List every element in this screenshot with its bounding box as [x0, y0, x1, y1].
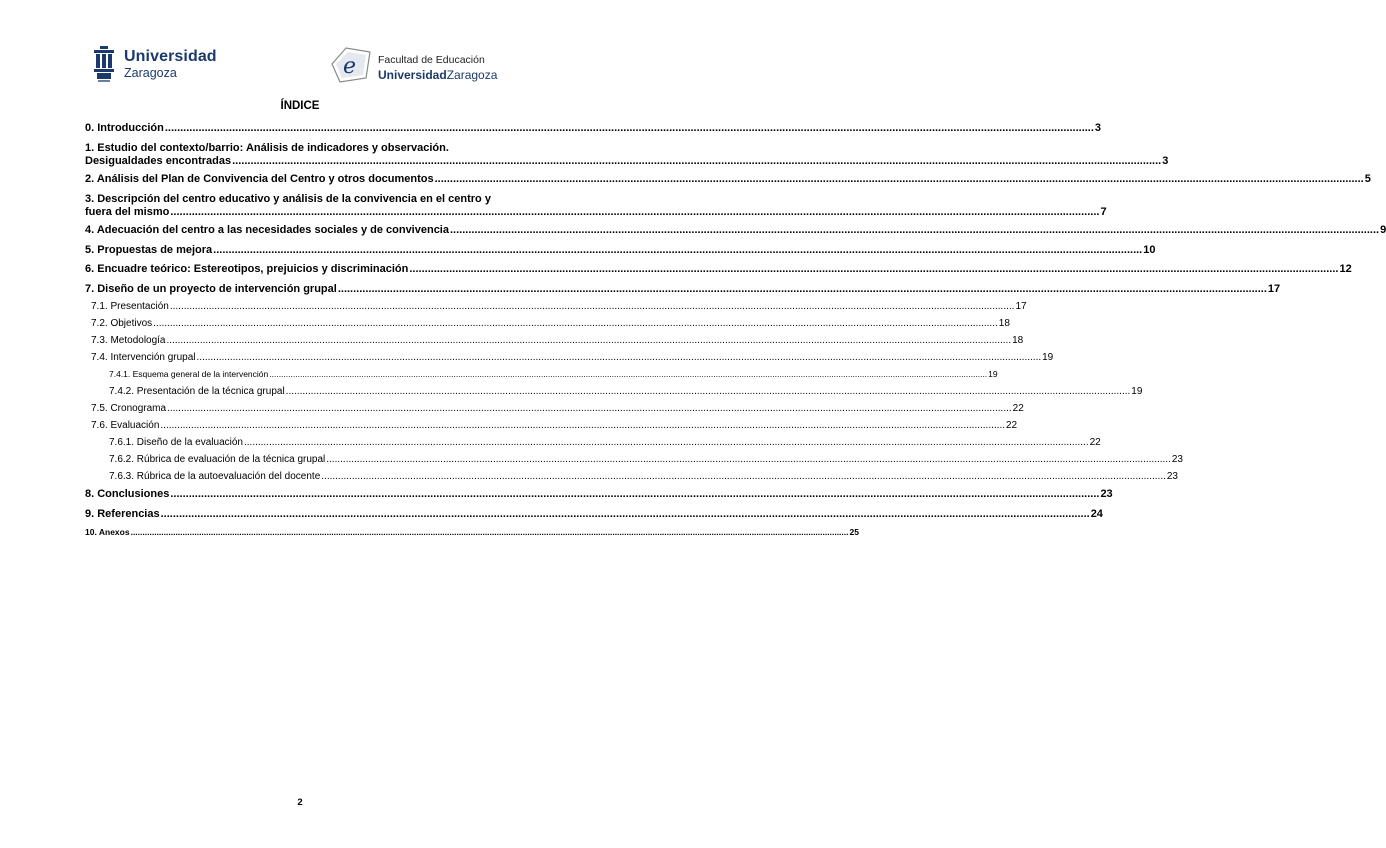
toc-entry-descripcion-centro[interactable] — [85, 192, 1107, 221]
toc-entry-page: 24 — [1090, 507, 1103, 520]
toc-entry-label-line2: Desigualdades encontradas — [85, 155, 232, 167]
toc-entry-label: 7.3. Metodología — [91, 335, 166, 346]
toc-entry-label: 7.6.2. Rúbrica de evaluación de la técnica grupal — [109, 454, 326, 465]
toc-entry-page: 25 — [849, 527, 859, 537]
toc-entry-page: 18 — [998, 318, 1010, 329]
toc-entry-page: 7 — [1100, 206, 1107, 218]
svg-text:e: e — [343, 54, 357, 79]
toc-entry-label: 10. Anexos — [85, 527, 130, 537]
toc-entry-label-line1: 3. Descripción del centro educativo y análisis de la convivencia en el centro y — [85, 192, 491, 205]
toc-entry-label-line2: fuera del mismo — [85, 206, 170, 218]
toc-entry-page: 3 — [1094, 122, 1102, 134]
toc-entry-label: 2. Análisis del Plan de Convivencia del Centro y otros documentos — [85, 173, 434, 185]
university-name-line1: Universidad — [124, 48, 217, 65]
toc-entry-page: 19 — [1131, 386, 1143, 397]
toc-entry-cronograma[interactable] — [85, 403, 1024, 420]
toc-entry-page: 17 — [1015, 301, 1027, 312]
toc-entry-label: 7.4. Intervención grupal — [91, 352, 196, 363]
page-number: 2 — [297, 797, 303, 808]
toc-entry-encuadre-teorico[interactable] — [85, 263, 1352, 279]
toc-entry-label: 4. Adecuación del centro a las necesidades sociales y de convivencia — [85, 224, 449, 236]
toc-entry-diseno-evaluacion[interactable] — [85, 437, 1101, 454]
toc-entry-page: 17 — [1267, 282, 1281, 295]
toc-entry-label: 7.4.1. Esquema general de la intervención — [109, 369, 269, 379]
toc-entry-presentacion[interactable] — [85, 301, 1027, 318]
toc-entry-presentacion-tecnica[interactable] — [85, 386, 1143, 403]
toc-entry-label: 7.4.2. Presentación de la técnica grupal — [109, 386, 285, 397]
toc-entry-page: 22 — [1012, 403, 1024, 414]
toc-entry-esquema-intervencion[interactable] — [85, 369, 998, 386]
toc-entry-diseno-proyecto[interactable] — [85, 282, 1281, 299]
toc-entry-label: 7.6. Evaluación — [91, 420, 160, 431]
toc-entry-rubrica-autoevaluacion[interactable] — [85, 471, 1178, 488]
toc-entry-conclusiones[interactable] — [85, 488, 1113, 504]
toc-entry-page: 12 — [1339, 263, 1352, 275]
toc-entry-page: 19 — [1042, 352, 1054, 363]
faculty-university-rest: Zaragoza — [446, 68, 498, 82]
toc-entry-rubrica-tecnica[interactable] — [85, 454, 1183, 471]
faculty-e-emblem-icon — [326, 44, 374, 84]
toc-entry-anexos[interactable] — [85, 527, 859, 543]
toc-entry-introduccion[interactable] — [85, 122, 1102, 138]
toc-entry-page: 3 — [1162, 155, 1169, 167]
toc-entry-page: 22 — [1006, 420, 1018, 431]
toc-entry-page: 10 — [1143, 243, 1156, 256]
toc-entry-page: 5 — [1364, 173, 1371, 185]
page-title: ÍNDICE — [280, 100, 320, 112]
toc-entry-page: 18 — [1012, 335, 1024, 346]
toc-entry-page: 9 — [1380, 224, 1386, 236]
toc-entry-label: 5. Propuestas de mejora — [85, 243, 213, 256]
toc-entry-label-line1: 1. Estudio del contexto/barrio: Análisis de indicadores y observación. — [85, 141, 449, 154]
toc-entry-propuestas-mejora[interactable] — [85, 243, 1156, 260]
toc-entry-label: 6. Encuadre teórico: Estereotipos, prejuicios y discriminación — [85, 263, 409, 275]
faculty-name: Facultad de Educación — [378, 54, 485, 66]
toc-entry-page: 19 — [988, 369, 998, 379]
toc-entry-label: 7.1. Presentación — [91, 301, 169, 312]
toc-entry-page: 23 — [1100, 488, 1113, 500]
toc-entry-page: 22 — [1089, 437, 1101, 448]
faculty-university-bold: Universidad — [378, 68, 447, 82]
university-crest-icon — [92, 46, 116, 84]
faculty-university-name — [378, 68, 497, 82]
toc-entry-adecuacion-centro[interactable] — [85, 224, 1386, 240]
toc-entry-evaluacion[interactable] — [85, 420, 1018, 437]
table-of-contents — [85, 122, 1386, 543]
toc-entry-label: 0. Introducción — [85, 122, 164, 134]
toc-entry-plan-convivencia[interactable] — [85, 173, 1371, 189]
toc-entry-objetivos[interactable] — [85, 318, 1010, 335]
toc-entry-label: 9. Referencias — [85, 507, 160, 520]
toc-entry-label: 7.6.3. Rúbrica de la autoevaluación del docente — [109, 471, 321, 482]
toc-entry-label: 7.6.1. Diseño de la evaluación — [109, 437, 243, 448]
toc-entry-estudio-contexto[interactable] — [85, 141, 1169, 170]
toc-entry-label: 7.5. Cronograma — [91, 403, 167, 414]
toc-entry-label: 7.2. Objetivos — [91, 318, 153, 329]
toc-entry-page: 23 — [1166, 471, 1178, 482]
toc-entry-label: 8. Conclusiones — [85, 488, 170, 500]
toc-entry-metodologia[interactable] — [85, 335, 1024, 352]
toc-entry-page: 23 — [1171, 454, 1183, 465]
faculty-logo — [326, 44, 526, 88]
university-name-line2: Zaragoza — [124, 66, 177, 80]
toc-entry-label: 7. Diseño de un proyecto de intervención grupal — [85, 282, 337, 295]
university-logo — [92, 44, 222, 88]
toc-entry-referencias[interactable] — [85, 507, 1103, 524]
toc-entry-intervencion-grupal[interactable] — [85, 352, 1054, 369]
